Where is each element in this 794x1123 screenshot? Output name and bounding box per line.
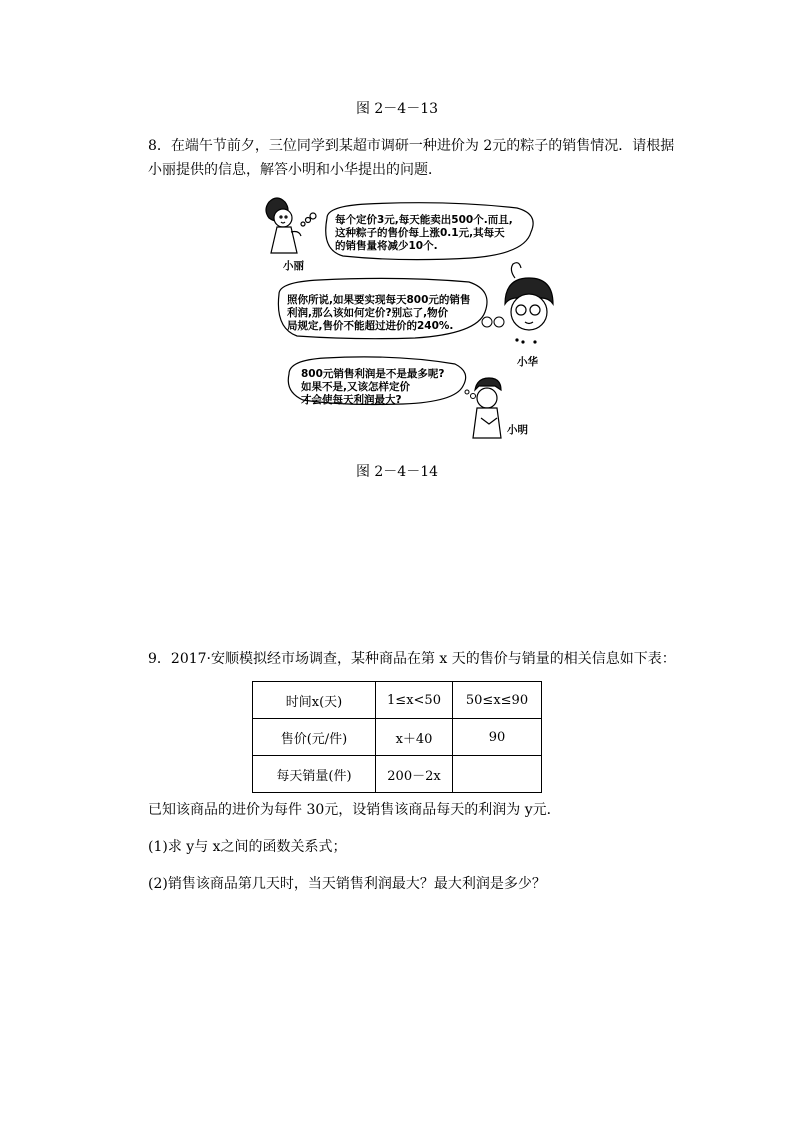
xiaoming-speech-line: 800元销售利润是不是最多呢? — [301, 368, 445, 380]
question-8-line-1: 8．在端午节前夕，三位同学到某超市调研一种进价为 2元的粽子的销售情况．请根据 — [148, 138, 675, 154]
table-cell: 90 — [453, 719, 542, 756]
xiaoming-name: 小明 — [507, 424, 528, 436]
cartoon-figure — [255, 196, 555, 440]
xiaoli-name: 小丽 — [283, 260, 304, 272]
table-cell: 时间x(天) — [253, 682, 376, 719]
figure-13-caption: 图 2－4－13 — [355, 101, 439, 117]
table-cell: 50≤x≤90 — [453, 682, 542, 719]
xiaoli-speech-text — [335, 214, 513, 253]
question-9-given: 已知该商品的进价为每件 30元，设销售该商品每天的利润为 y元． — [148, 802, 561, 818]
xiaohua-name: 小华 — [517, 356, 538, 368]
table-row — [253, 756, 542, 793]
xiaohua-speech-text — [287, 294, 470, 333]
xiaohua-speech-line: 照你所说,如果要实现每天800元的销售 — [287, 294, 471, 306]
xiaoli-speech-line: 的销售量将减少10个. — [335, 240, 438, 252]
table-cell: 售价(元/件) — [253, 719, 376, 756]
table-row — [253, 682, 542, 719]
figure-14-caption: 图 2－4－14 — [355, 464, 439, 480]
xiaohua-figure — [505, 263, 553, 343]
xiaoming-speech-text — [301, 368, 445, 407]
xiaoming-speech-line: 如果不是,又该怎样定价 — [301, 381, 410, 393]
question-9-intro: 9．2017·安顺模拟经市场调查，某种商品在第 x 天的售价与销量的相关信息如下表： — [148, 651, 676, 667]
xiaohua-speech-line: 利润,那么该如何定价?别忘了,物价 — [287, 307, 449, 319]
table-cell: 1≤x<50 — [376, 682, 453, 719]
xiaoli-figure — [266, 198, 316, 253]
table-cell — [453, 756, 542, 793]
xiaoli-speech-line: 每个定价3元,每天能卖出500个.而且, — [335, 214, 513, 226]
price-sales-table — [252, 681, 542, 793]
question-8 — [148, 134, 678, 182]
question-9-part-2: (2)销售该商品第几天时，当天销售利润最大？最大利润是多少？ — [148, 876, 546, 892]
xiaoming-figure — [473, 378, 501, 438]
table-cell: 每天销量(件) — [253, 756, 376, 793]
table-row — [253, 719, 542, 756]
table-cell: 200－2x — [376, 756, 453, 793]
xiaoli-speech-line: 这种粽子的售价每上涨0.1元,其每天 — [335, 227, 505, 239]
question-8-line-2: 小丽提供的信息，解答小明和小华提出的问题． — [148, 162, 442, 178]
table-cell: x＋40 — [376, 719, 453, 756]
xiaohua-speech-line: 局规定,售价不能超过进价的240%. — [287, 320, 454, 332]
xiaoming-speech-line: 才会使每天利润最大? — [301, 394, 402, 406]
question-9-part-1: (1)求 y与 x之间的函数关系式； — [148, 839, 347, 855]
